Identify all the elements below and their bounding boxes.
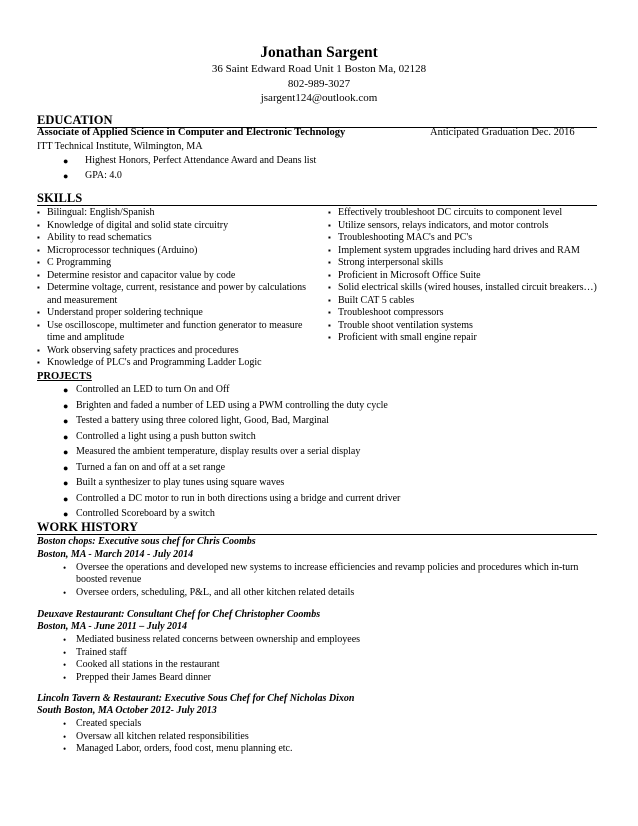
job-bullet: Trained staff [76,646,127,658]
job-location-dates: Boston, MA - June 2011 – July 2014 [37,621,188,632]
bullet-icon: ▪ [37,233,40,242]
bullet-icon: ● [63,462,69,473]
bullet-icon: ▪ [37,258,40,267]
education-title: EDUCATION [37,113,597,128]
job-bullet: Oversee orders, scheduling, P&L, and all other kitchen related details [76,587,355,598]
projects-title: PROJECTS [37,371,92,382]
bullet-icon: ▪ [328,295,331,305]
job-location-dates: Boston, MA - March 2014 - July 2014 [37,549,194,560]
skill-item: Effectively troubleshoot DC circuits to component level [338,207,563,218]
bullet-icon: ● [63,171,69,181]
job-title: Lincoln Tavern & Restaurant: Executive Sous Chef for Chef Nicholas Dixon [37,693,355,704]
job-title: Deuxave Restaurant: Consultant Chef for Chef Christopher Coombs [37,609,321,620]
phone: 802-989-3027 [287,77,351,90]
skill-item: Troubleshoot compressors [338,307,444,318]
job-bullet: Oversee the operations and developed new systems to increase efficiencies and revamp policies and procedures which in-turn [76,562,579,573]
job-bullet: Created specials [76,718,142,729]
skill-item: Implement system upgrades including hard drives and RAM [338,244,580,256]
project-item: Tested a battery using three colored light, Good, Bad, Marginal [76,415,329,426]
work-history-title: WORK HISTORY [37,520,597,535]
skill-item: Strong interpersonal skills [338,257,443,268]
job-title: Boston chops: Executive sous chef for Chris Coombs [37,536,256,547]
email: jsargent124@outlook.com [260,92,378,104]
bullet-icon: ▪ [328,245,331,255]
skill-item: Built CAT 5 cables [338,294,415,306]
project-item: Turned a fan on and off at a set range [76,461,226,473]
bullet-icon: ▪ [328,220,331,230]
bullet-icon: • [63,563,67,573]
project-item: Built a synthesizer to play tunes using square waves [76,477,285,488]
resume-header [0,44,638,106]
bullet-icon: ▪ [328,320,331,330]
skill-item: Proficient in Microsoft Office Suite [338,269,481,281]
education-bullet: Highest Honors, Perfect Attendance Award and Deans list [85,155,317,166]
skill-item: Troubleshooting MAC's and PC's [338,232,473,243]
bullet-icon: ▪ [328,258,331,267]
bullet-icon: ▪ [37,270,40,280]
bullet-icon: ● [63,400,69,411]
skill-item: Trouble shoot ventilation systems [338,319,473,331]
skill-item: Understand proper soldering technique [47,307,203,318]
bullet-icon: ● [63,509,69,519]
bullet-icon: • [63,660,67,670]
bullet-icon: ▪ [37,358,40,367]
bullet-icon: • [63,647,67,658]
skill-item: Determine resistor and capacitor value by code [47,269,236,281]
bullet-icon: ▪ [37,308,40,317]
skill-item: Microprocessor techniques (Arduino) [47,244,198,256]
bullet-icon: ● [63,493,69,504]
bullet-icon: ▪ [328,283,331,292]
bullet-icon: ● [63,431,69,442]
bullet-icon: ▪ [37,208,40,217]
education-bullet: GPA: 4.0 [85,170,122,181]
job-location-dates: South Boston, MA October 2012- July 2013 [37,705,217,716]
bullet-icon: ▪ [328,233,331,242]
project-item: Controlled Scoreboard by a switch [76,508,215,519]
job-bullet: Managed Labor, orders, food cost, menu planning etc. [76,743,293,754]
skill-item: Knowledge of digital and solid state circuitry [47,219,229,231]
bullet-icon: ▪ [37,283,40,292]
job-bullet: Oversaw all kitchen related responsibilities [76,730,249,742]
bullet-icon: • [63,635,67,645]
bullet-icon: ▪ [37,220,40,230]
skill-item: Solid electrical skills (wired houses, installed circuit breakers…) [338,282,597,293]
project-item: Controlled a light using a push button switch [76,430,256,442]
skill-item-continued: and measurement [47,294,118,306]
bullet-icon: ● [63,478,69,488]
job-bullet: Prepped their James Beard dinner [76,671,211,683]
address: 36 Saint Edward Road Unit 1 Boston Ma, 02128 [211,63,427,75]
bullet-icon: ● [63,447,69,457]
skill-item: Knowledge of PLC's and Programming Ladder Logic [47,357,262,368]
job-bullet: Cooked all stations in the restaurant [76,659,220,670]
skill-item: Ability to read schematics [47,232,152,243]
job-bullet: Mediated business related concerns between ownership and employees [76,634,361,645]
bullet-icon: ● [63,156,69,166]
skill-item-continued: time and amplitude [47,332,125,343]
bullet-icon: ▪ [37,345,40,355]
bullet-icon: ● [63,385,69,395]
bullet-icon: • [63,719,67,729]
project-item: Controlled an LED to turn On and Off [76,384,230,395]
bullet-icon: • [63,731,67,742]
project-item: Controlled a DC motor to run in both directions using a bridge and current driver [76,492,401,504]
project-item: Measured the ambient temperature, display results over a serial display [76,446,361,457]
degree: Associate of Applied Science in Computer and Electronic Technology [37,127,346,138]
skill-item: Work observing safety practices and procedures [47,344,239,356]
skill-item: Determine voltage, current, resistance and power by calculations [47,282,307,293]
bullet-icon: • [63,672,67,683]
bullet-icon: ▪ [328,270,331,280]
bullet-icon: ▪ [328,308,331,317]
bullet-icon: • [63,744,67,754]
skill-item: Bilingual: English/Spanish [47,207,155,218]
graduation-date: Anticipated Graduation Dec. 2016 [430,127,575,138]
job-bullet-continued: boosted revenue [76,574,142,585]
bullet-icon: ▪ [37,320,40,330]
bullet-icon: • [63,588,67,598]
bullet-icon: ▪ [328,333,331,342]
skill-item: C Programming [47,257,112,268]
skill-item: Utilize sensors, relays indicators, and motor controls [338,219,549,231]
bullet-icon: ▪ [328,208,331,217]
skill-item: Use oscilloscope, multimeter and function generator to measure [47,319,303,331]
candidate-name: Jonathan Sargent [260,44,378,61]
bullet-icon: ▪ [37,245,40,255]
skills-title: SKILLS [37,191,597,206]
skill-item: Proficient with small engine repair [338,332,477,343]
project-item: Brighten and faded a number of LED using a PWM controlling the duty cycle [76,399,388,411]
bullet-icon: ● [63,416,69,426]
school: ITT Technical Institute, Wilmington, MA [37,141,203,152]
